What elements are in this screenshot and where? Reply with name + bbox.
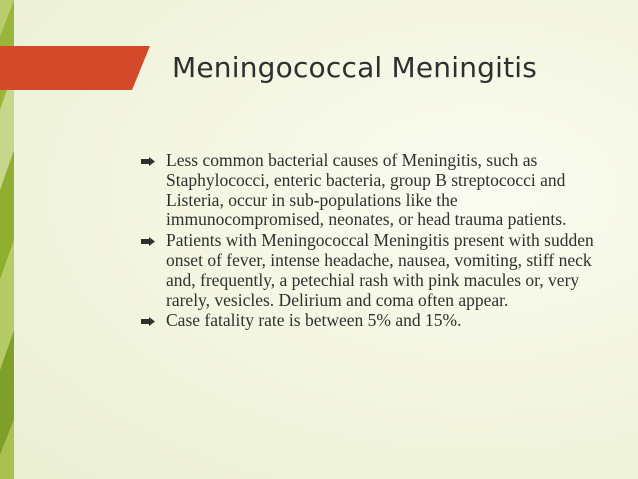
bullet-item <box>140 231 600 310</box>
bullet-text: Patients with Meningococcal Meningitis present with sudden onset of fever, intense headache, nausea, vomiting, stiff neck and, frequently, a petechial rash with pink macules or, very rarely, vesicles. Delirium and coma often appear. <box>166 230 594 310</box>
bullet-text: Case fatality rate is between 5% and 15%. <box>166 310 462 331</box>
arrow-right-icon <box>141 157 155 166</box>
arrow-right-icon <box>141 237 155 246</box>
bullet-text: Less common bacterial causes of Meningitis, such as Staphylococci, enteric bacteria, group B streptococci and Listeria, occur in sub-populations like the immunocompromised, neonates, or head trauma patients. <box>166 150 567 230</box>
bullet-item <box>140 311 600 331</box>
bullet-item <box>140 151 600 230</box>
arrow-right-icon <box>141 317 155 326</box>
bullet-list <box>140 151 600 332</box>
title-banner-shape <box>0 46 150 90</box>
slide-title: Meningococcal Meningitis <box>172 51 538 84</box>
